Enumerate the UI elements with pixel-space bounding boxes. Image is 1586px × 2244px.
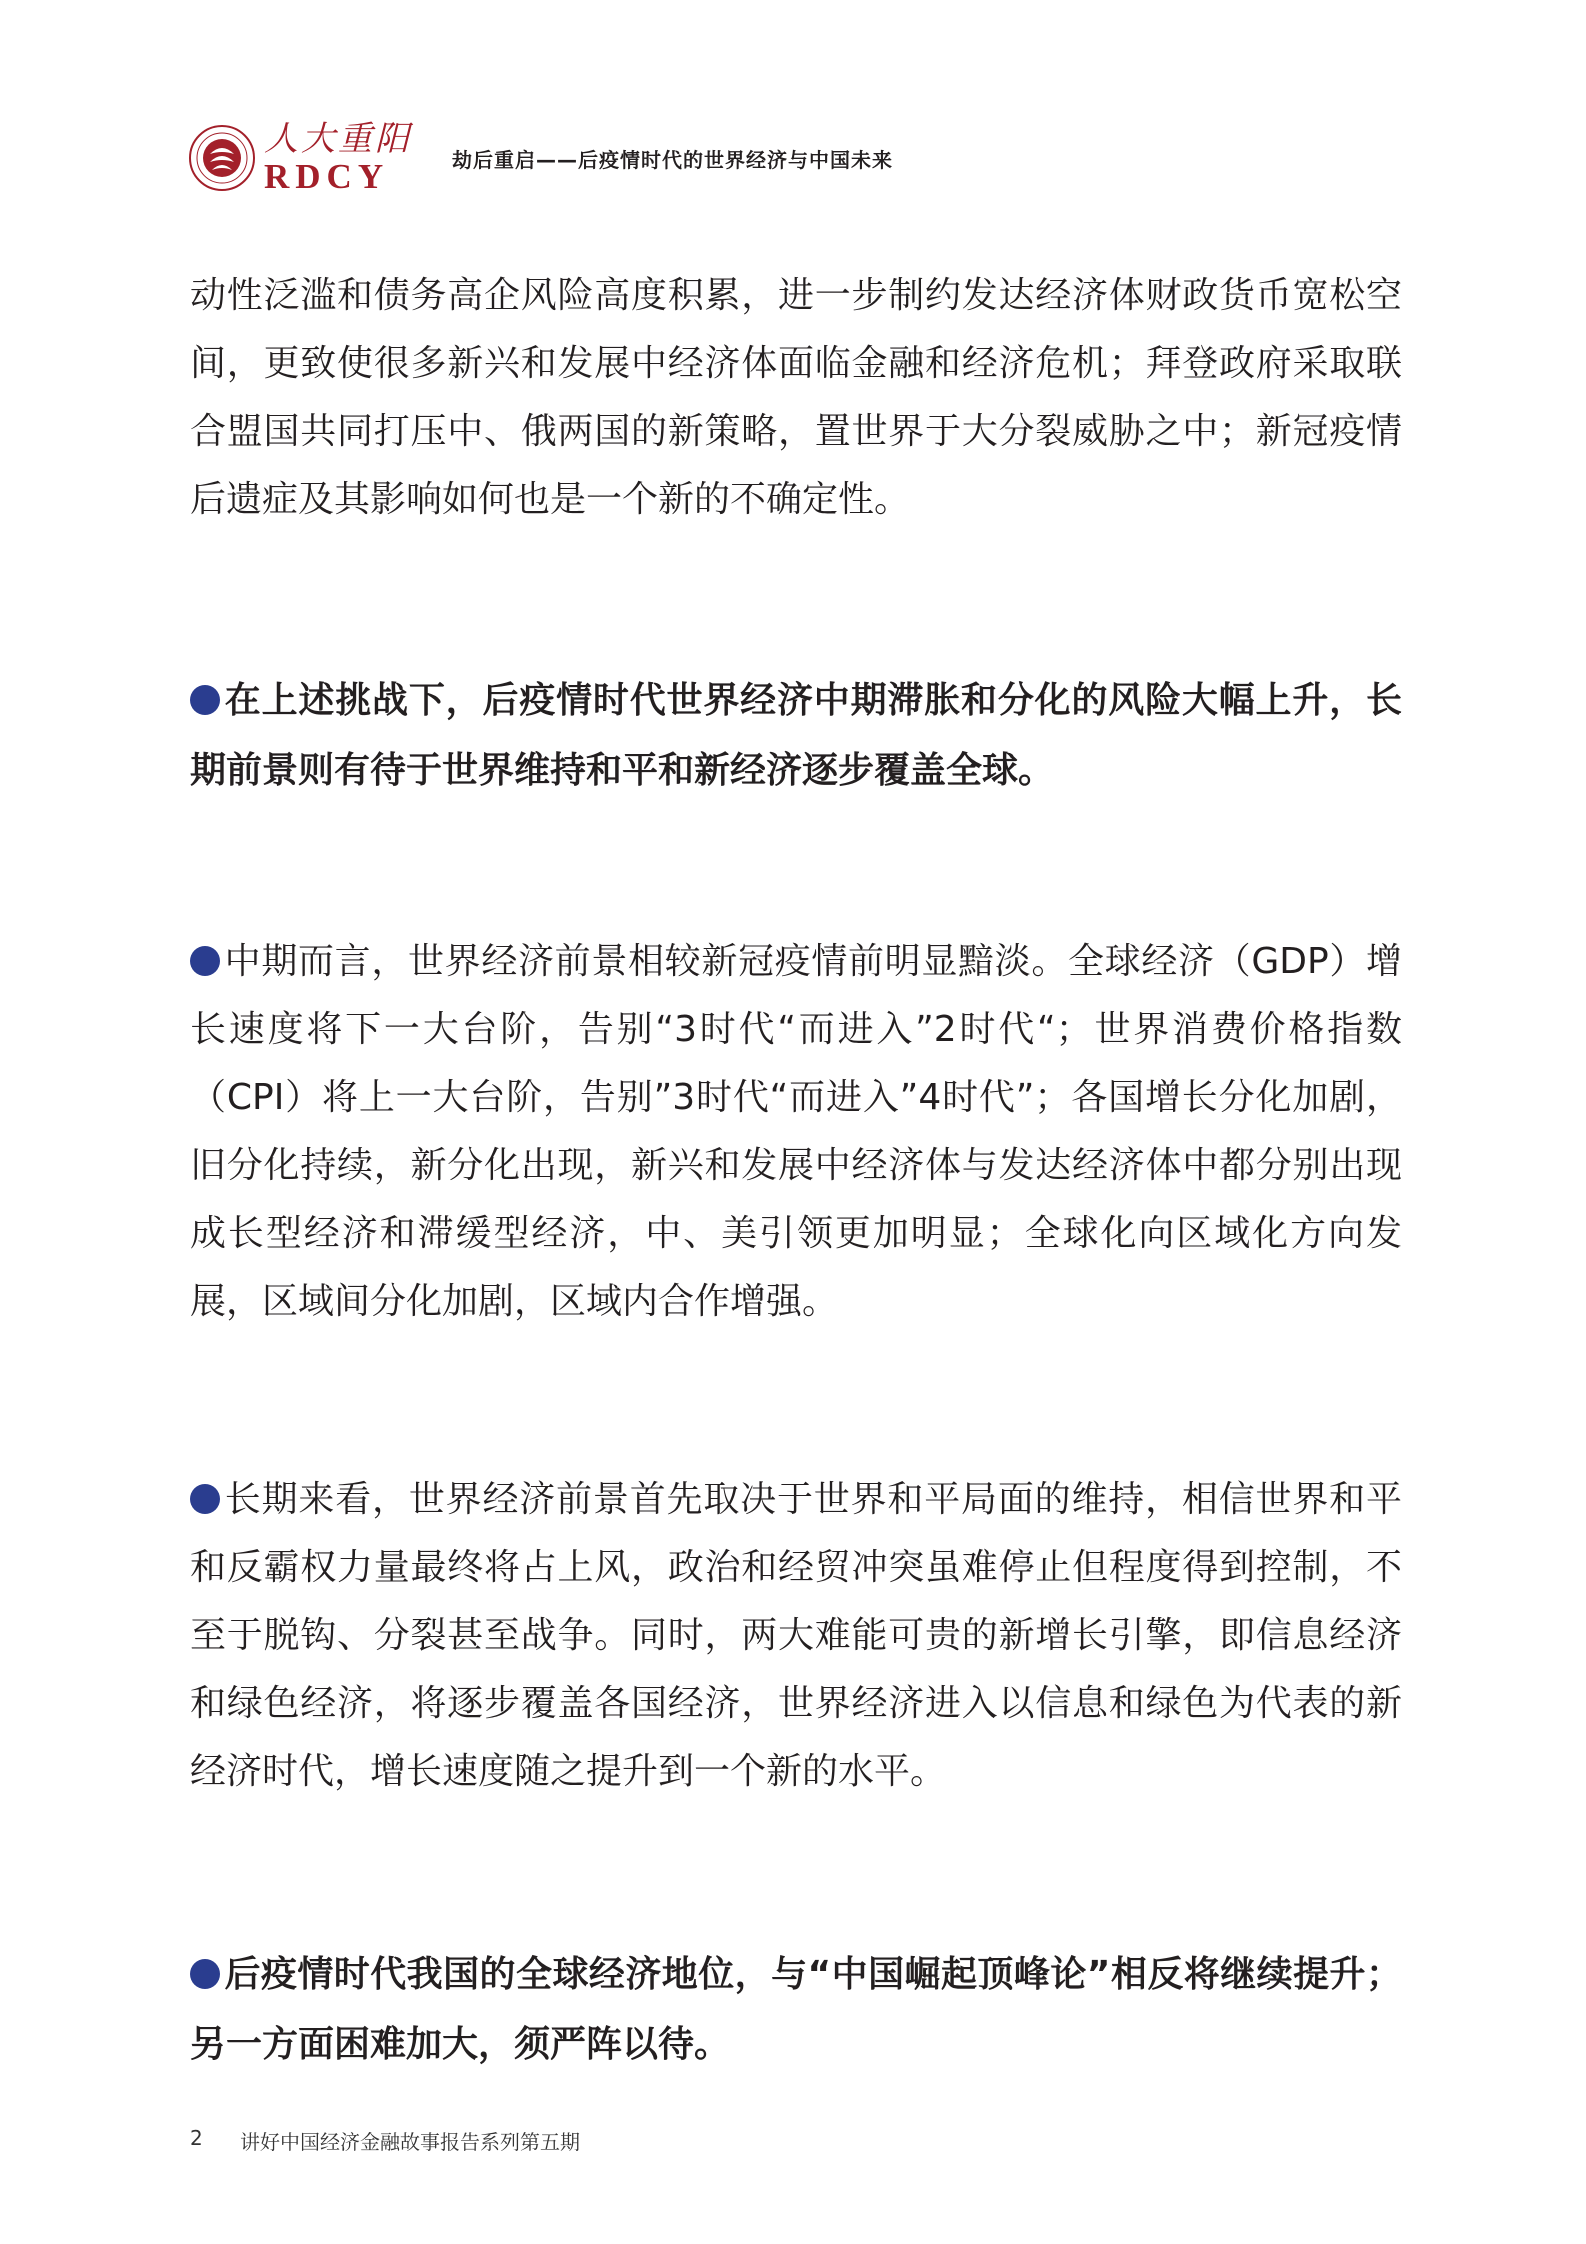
paragraph-key-point-challenges [190,666,1402,806]
bullet-icon [190,946,220,976]
series-title: 讲好中国经济金融故事报告系列第五期 [240,2130,580,2154]
bullet-icon [190,685,220,715]
paragraph-text: 后疫情时代我国的全球经济地位，与“中国崛起顶峰论”相反将继续提升；另一方面困难加大，须严阵以待。 [190,1954,1402,2065]
paragraph-text: 中期而言，世界经济前景相较新冠疫情前明显黯淡。全球经济（GDP）增长速度将下一大台阶，告别“3时代“而进入”2时代“；世界消费价格指数（CPI）将上一大台阶，告别”3时代“而进入”4时代”；各国增长分化加剧，旧分化持续，新分化出现，新兴和发展中经济体与发达经济体中都分别出现成长型经济和滞缓型经济，中、美引领更加明显；全球化向区域化方向发展，区域间分化加剧，区域内合作增强。 [190,941,1402,1322]
logo-wordmark [264,120,412,196]
page-footer [190,2126,580,2155]
bullet-icon [190,1484,220,1514]
paragraph-continuation [190,262,1402,534]
logo-chinese-name: 人大重阳 [264,119,412,159]
paragraph-text: 动性泛滥和债务高企风险高度积累，进一步制约发达经济体财政货币宽松空间，更致使很多新兴和发展中经济体面临金融和经济危机；拜登政府采取联合盟国共同打压中、俄两国的新策略，置世界于大分裂威胁之中；新冠疫情后遗症及其影响如何也是一个新的不确定性。 [190,275,1402,520]
paragraph-text: 长期来看，世界经济前景首先取决于世界和平局面的维持，相信世界和平和反霸权力量最终将占上风，政治和经贸冲突虽难停止但程度得到控制，不至于脱钩、分裂甚至战争。同时，两大难能可贵的新增长引擎，即信息经济和绿色经济，将逐步覆盖各国经济，世界经济进入以信息和绿色为代表的新经济时代，增长速度随之提升到一个新的水平。 [190,1479,1402,1792]
report-title: 劫后重启——后疫情时代的世界经济与中国未来 [452,147,893,172]
page-header [188,118,893,198]
bullet-icon [190,1959,220,1989]
paragraph-medium-term [190,928,1402,1336]
page-number: 2 [190,2126,203,2150]
paragraph-text: 在上述挑战下，后疫情时代世界经济中期滞胀和分化的风险大幅上升，长期前景则有待于世界维持和平和新经济逐步覆盖全球。 [190,680,1402,791]
paragraph-long-term [190,1466,1402,1806]
paragraph-key-point-china [190,1940,1402,2080]
logo-english-name: RDCY [264,157,390,196]
rdcy-emblem-icon [188,124,256,192]
